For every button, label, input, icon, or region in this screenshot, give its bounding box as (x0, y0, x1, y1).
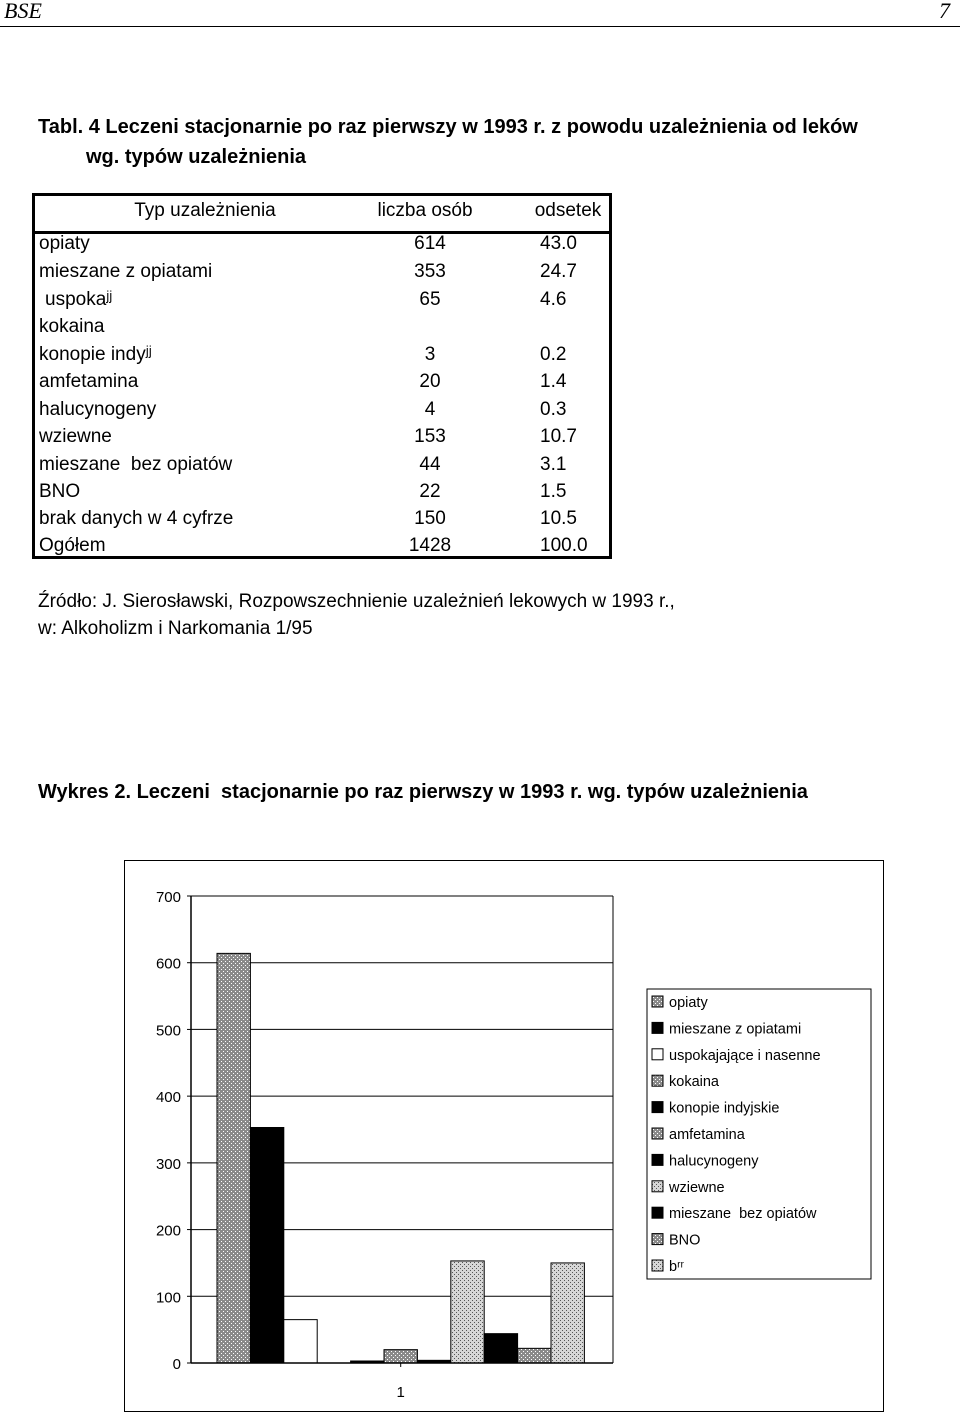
source-line2: w: Alkoholizm i Narkomania 1/95 (38, 618, 313, 639)
row-name: kokaina (39, 316, 105, 337)
legend-label-8: mieszane bez opiatów (669, 1206, 817, 1223)
row-percent: 10.7 (540, 426, 577, 447)
page-number: 7 (939, 0, 950, 23)
row-percent: 0.3 (540, 399, 567, 420)
row-percent: 1.4 (540, 371, 567, 392)
table-row (35, 369, 609, 396)
table-row-total (35, 533, 609, 560)
legend-swatch-1 (652, 1022, 663, 1033)
legend-swatch-8 (652, 1207, 663, 1218)
row-name: mieszane z opiatami (39, 261, 213, 282)
legend-swatch-7 (652, 1181, 663, 1192)
bar-5 (384, 1350, 417, 1363)
legend-label-3: kokaina (669, 1074, 719, 1091)
row-count: 3 (424, 344, 436, 365)
row-name: halucynogeny (39, 399, 157, 420)
legend-swatch-2 (652, 1049, 663, 1060)
y-tick-label: 0 (172, 1356, 181, 1373)
row-percent: 100.0 (540, 535, 588, 556)
y-tick-label: 300 (155, 1155, 181, 1173)
bar-9 (518, 1348, 551, 1363)
row-count: 4 (424, 399, 436, 420)
row-count: 153 (414, 426, 446, 447)
column-header-count: liczba osób (377, 200, 473, 221)
data-table (32, 193, 612, 559)
bar-8 (484, 1334, 517, 1363)
legend-label-10: bʳʳ (669, 1259, 685, 1275)
column-header-type: Typ uzależnienia (134, 200, 276, 221)
table-caption-line2: wg. typów uzależnienia (86, 146, 307, 168)
legend-swatch-4 (652, 1102, 663, 1113)
table-row (35, 342, 609, 369)
legend-label-7: wziewne (669, 1179, 725, 1196)
legend-swatch-10 (652, 1260, 663, 1271)
table-row (35, 424, 609, 451)
row-name: uspokaʲʲ (45, 289, 113, 310)
row-count: 353 (414, 261, 446, 282)
row-percent: 0.2 (540, 344, 567, 365)
row-count: 44 (419, 454, 441, 475)
row-name: amfetamina (39, 371, 139, 392)
row-count: 22 (419, 481, 441, 502)
row-percent: 10.5 (540, 508, 577, 529)
row-count: 65 (419, 289, 441, 310)
y-tick-label: 700 (155, 889, 181, 906)
legend-label-4: konopie indyjskie (669, 1100, 780, 1117)
row-name: opiaty (39, 233, 90, 254)
y-tick-label: 200 (155, 1222, 181, 1240)
source-line1: Źródło: J. Sierosławski, Rozpowszechnienie uzależnień lekowych w 1993 r., (38, 591, 675, 612)
table-row (35, 314, 609, 341)
x-tick-label: 1 (396, 1384, 405, 1401)
y-tick-label: 500 (155, 1022, 181, 1040)
row-percent: 24.7 (540, 261, 577, 282)
running-head (0, 0, 960, 27)
bar-0 (217, 953, 250, 1363)
bar-2 (284, 1320, 317, 1363)
chart-caption: Wykres 2. Leczeni stacjonarnie po raz pierwszy w 1993 r. wg. typów uzależnienia (38, 781, 808, 803)
bar-1 (250, 1127, 283, 1363)
y-tick-label: 600 (155, 955, 181, 973)
row-percent: 43.0 (540, 233, 577, 254)
chart-frame (124, 860, 884, 1412)
legend-swatch-6 (652, 1154, 663, 1165)
source-note (38, 588, 938, 642)
row-name: wziewne (39, 426, 112, 447)
legend-label-1: mieszane z opiatami (669, 1021, 802, 1038)
table-row (35, 452, 609, 479)
table-row (35, 287, 609, 314)
column-header-percent: odsetek (534, 200, 602, 221)
running-head-left: BSE (4, 0, 42, 23)
table-row (35, 506, 609, 533)
row-percent: 4.6 (540, 289, 567, 310)
legend-swatch-0 (652, 996, 663, 1007)
row-name: brak danych w 4 cyfrze (39, 508, 234, 529)
row-name: mieszane bez opiatów (39, 454, 233, 475)
table-header-row (35, 196, 609, 234)
y-tick-label: 100 (155, 1289, 181, 1307)
table-caption-line1: Tabl. 4 Leczeni stacjonarnie po raz pierwszy w 1993 r. z powodu uzależnienia od leków (38, 116, 858, 138)
row-count: 1428 (408, 535, 452, 556)
row-name: Ogółem (39, 535, 106, 556)
row-count: 150 (414, 508, 446, 529)
row-name: BNO (39, 481, 81, 502)
bar-10 (551, 1263, 584, 1363)
legend-swatch-9 (652, 1234, 663, 1245)
table-row (35, 479, 609, 506)
legend-label-9: BNO (669, 1232, 701, 1249)
legend-label-0: opiaty (669, 995, 708, 1011)
legend-swatch-5 (652, 1128, 663, 1139)
bar-7 (451, 1261, 484, 1363)
row-percent: 3.1 (540, 454, 567, 475)
row-percent: 1.5 (540, 481, 567, 502)
legend-swatch-3 (652, 1075, 663, 1086)
table-row (35, 259, 609, 286)
table-row (35, 397, 609, 424)
row-count: 20 (419, 371, 441, 392)
table-caption (38, 112, 938, 172)
legend-label-5: amfetamina (669, 1127, 745, 1143)
row-name: konopie indyʲʲ (39, 344, 152, 365)
y-tick-label: 400 (155, 1089, 181, 1107)
legend-label-6: halucynogeny (669, 1153, 759, 1170)
table-row (35, 231, 609, 258)
legend-label-2: uspokajające i nasenne (669, 1047, 821, 1064)
row-count: 614 (414, 233, 446, 254)
bar-chart (125, 861, 883, 1411)
